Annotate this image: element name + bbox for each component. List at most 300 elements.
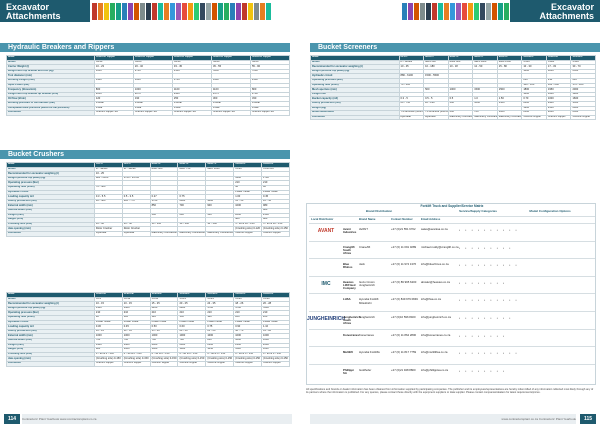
- table-cell: 200: [262, 315, 290, 320]
- section-tab[interactable]: [176, 3, 181, 20]
- section-tab[interactable]: [218, 3, 223, 20]
- row-label: Hourly production (m3): [7, 199, 95, 204]
- table-cell: 2000: [178, 343, 206, 348]
- email-address[interactable]: info@phillippisa.co.za: [421, 367, 449, 372]
- table-cell: 1500: [497, 88, 522, 93]
- page-number-right: 115: [580, 414, 596, 424]
- table-cell: 150bar: [172, 101, 211, 106]
- directory-row: [309, 241, 595, 260]
- section-tab[interactable]: [128, 3, 133, 20]
- directory-row: [309, 223, 595, 242]
- brand-name: AVANT: [359, 227, 368, 231]
- table-header-cell: Xcentric Ripper: [211, 56, 250, 61]
- table-row: [7, 111, 290, 116]
- section-tab[interactable]: [164, 3, 169, 20]
- table-cell: 0 - 90 & 0 - 150: [262, 352, 290, 357]
- contact-number[interactable]: +27 (0)10 596 8400: [391, 315, 416, 319]
- table-cell: 2000: [150, 343, 178, 348]
- table-cell: 210: [571, 78, 596, 83]
- table-cell: 20 - 25: [178, 302, 206, 307]
- table-cell: 1600: [571, 97, 596, 102]
- table-cell: 300: [211, 97, 250, 102]
- section-tab[interactable]: [242, 3, 247, 20]
- table-cell: (Crushing size) 0-150: [179, 356, 205, 360]
- brand-name: Hyundai Forklifts: [359, 350, 380, 355]
- table-cell: 2500: [522, 111, 547, 116]
- table-cell: 10 - 50: [122, 222, 150, 227]
- table-header-cell: ALLU: [122, 163, 150, 168]
- table-cell: 1100: [211, 88, 250, 93]
- table-cell: XC3: [94, 297, 122, 302]
- directory-title: Forklift Truck and Supplier/Service Matrix: [420, 204, 484, 208]
- directory-row: [306, 311, 595, 330]
- table-cell: 700: [178, 204, 206, 209]
- table-cell: 1000: [546, 97, 571, 102]
- row-label: Carrier Weight (t): [7, 65, 95, 70]
- table-cell: TS structure (600m: [425, 110, 448, 114]
- section-tab[interactable]: [480, 3, 485, 20]
- table-cell: 1.10: [262, 325, 290, 330]
- table-cell: 20 - 750: [399, 101, 424, 106]
- contact-number[interactable]: +27 (0) 849 979 0849: [391, 297, 418, 302]
- table-cell: 1700: [150, 199, 178, 204]
- table-cell: 0.50: [150, 325, 178, 330]
- table-cell: 2000: [546, 111, 571, 116]
- section-tab[interactable]: [474, 3, 479, 20]
- section-tab[interactable]: [248, 3, 253, 20]
- table-cell: Power mode: [262, 320, 290, 325]
- table-cell: 15bar: [94, 106, 133, 111]
- brand-name: Isuzu Crown Jungheinrich: [359, 279, 375, 287]
- directory-header-row: [309, 216, 595, 223]
- table-cell: 2900: [546, 101, 571, 106]
- table-cell: 30 - 70: [571, 65, 596, 70]
- distributor-name: Phillippi SA: [343, 367, 354, 375]
- crushers-table-2: [6, 292, 290, 367]
- service-marks: • • • • • • • • • •: [459, 263, 519, 268]
- row-label: Weight (without top plate) (kg): [7, 176, 95, 181]
- table-cell: 1600: [133, 78, 172, 83]
- company-logo: IMC: [321, 280, 331, 287]
- contact-number[interactable]: +27 (0) 89 995 6200: [391, 279, 417, 284]
- table-cell: 15 - 40: [150, 329, 178, 334]
- table-cell: (Crushing size) 0-150: [123, 356, 149, 360]
- contact-number[interactable]: +27 (0) 11 974 1376: [391, 262, 417, 267]
- table-cell: 5 - 90 & 10 - 120: [234, 222, 262, 227]
- table-cell: Xcentric Ripper: [571, 115, 596, 120]
- section-tab[interactable]: [266, 3, 271, 20]
- table-cell: 180: [206, 315, 234, 320]
- table-cell: MBC 1000: [206, 167, 234, 172]
- table-cell: 20 - 28: [262, 302, 290, 307]
- section-tab[interactable]: [438, 3, 443, 20]
- row-label: Mesh aperture (mm): [311, 88, 400, 93]
- table-header-cell: ALLU: [399, 56, 424, 61]
- section-tab[interactable]: [462, 3, 467, 20]
- table-cell: 210: [122, 311, 150, 316]
- section-tab[interactable]: [468, 3, 473, 20]
- table-cell: (Crushing size) 0-150: [151, 356, 177, 360]
- row-label: Jaw opening (mm): [7, 227, 95, 232]
- section-tab[interactable]: [200, 3, 205, 20]
- table-cell: 2500: [571, 69, 596, 74]
- table-header-cell: Xcentric: [234, 163, 262, 168]
- table-cell: Hydrokat: [122, 231, 150, 236]
- table-cell: 15bar: [211, 106, 250, 111]
- table-cell: XR10: [94, 60, 133, 65]
- table-header-cell: Xcentric: [262, 163, 290, 168]
- row-label: Operating flow (l/min): [7, 185, 95, 190]
- section-title-breakers: Hydraulic Breakers and Rippers: [0, 43, 290, 52]
- table-cell: MBS 1000: [473, 60, 498, 65]
- table-cell: (Crushing size) 0-150: [235, 356, 260, 360]
- row-label: Operating pressure (Bar): [311, 78, 400, 83]
- table-cell: 1900: [122, 306, 150, 311]
- table-cell: 2400: [172, 92, 211, 97]
- table-header-cell: Xcentric: [522, 56, 547, 61]
- company-logo: JUNGHEINRICH: [306, 316, 346, 322]
- section-tab[interactable]: [146, 3, 151, 20]
- email-address[interactable]: info@bluerhinos.co.za: [421, 262, 449, 267]
- table-cell: 500: [424, 88, 449, 93]
- table-cell: 10 - 100: [206, 222, 234, 227]
- breakers-table: [6, 55, 290, 116]
- table-cell: 250: [172, 97, 211, 102]
- company-logo: [311, 349, 341, 359]
- section-tab[interactable]: [498, 3, 503, 20]
- company-logo: [311, 261, 341, 271]
- table-cell: Hydrokat: [94, 231, 122, 236]
- table-cell: 55 - 90: [250, 65, 289, 70]
- table-row: [311, 115, 596, 120]
- company-logo: [311, 332, 341, 342]
- email-address[interactable]: afowler@heavies.co.za: [421, 279, 450, 284]
- table-header-cell: Make: [7, 56, 95, 61]
- row-label: Length mm: [311, 92, 400, 97]
- table-cell: 1000: [133, 88, 172, 93]
- table-cell: 10 - 25: [94, 172, 122, 177]
- row-label: External width (mm): [7, 204, 95, 209]
- table-cell: 18 - 26: [234, 302, 262, 307]
- section-tab[interactable]: [402, 3, 407, 20]
- section-tab[interactable]: [486, 3, 491, 20]
- section-tab[interactable]: [260, 3, 265, 20]
- table-cell: Machinery Contractors: [179, 231, 206, 235]
- row-label: Working Length (mm): [7, 78, 95, 83]
- table-header-cell: MARTL: [150, 163, 178, 168]
- row-label: Operating flow (l/min): [311, 83, 400, 88]
- directory-col-email: Email Address: [421, 217, 441, 221]
- row-label: Frequency (blows/min): [7, 88, 95, 93]
- contact-number[interactable]: +27 (0) 11 864 2800: [391, 332, 417, 337]
- table-cell: 1650: [94, 69, 133, 74]
- table-cell: Machinery Contract: [449, 115, 473, 119]
- email-address[interactable]: info@jungheinrich.co.za: [421, 315, 451, 319]
- table-cell: 10 - 25: [94, 329, 122, 334]
- company-logo: AVANT: [317, 228, 335, 234]
- row-label: Bucket capacity (m3): [311, 97, 400, 102]
- footer-right: www.contractorsplant.co.za Contractors' Plant Yearbook: [310, 414, 576, 424]
- email-address[interactable]: michael.ruddy@cranglift.co.za: [421, 244, 459, 249]
- table-cell: 700: [178, 338, 206, 343]
- table-cell: 5 - 90 & 10 - 150: [262, 222, 290, 227]
- table-cell: 120: [122, 315, 150, 320]
- section-tab[interactable]: [110, 3, 115, 20]
- table-cell: 0.75: [178, 195, 206, 200]
- table-cell: 2500: [571, 111, 596, 116]
- section-tab[interactable]: [152, 3, 157, 20]
- table-cell: 190: [133, 97, 172, 102]
- table-cell: XC40 Rd: [262, 167, 290, 172]
- section-tab[interactable]: [182, 3, 187, 20]
- table-cell: 10 - 50: [262, 199, 290, 204]
- table-cell: 10 - 30: [522, 65, 547, 70]
- table-cell: Xcentric Ripper SA: [133, 111, 172, 116]
- table-header-cell: Xcentric: [262, 293, 290, 298]
- email-address[interactable]: info@lhsa.co.za: [421, 297, 441, 302]
- table-cell: 10 - 18: [448, 65, 473, 70]
- table-cell: Xcentric Ripper: [206, 361, 234, 366]
- table-cell: MBS 500: [424, 60, 449, 65]
- row-label: Recommended for excavator weighing (t): [311, 65, 400, 70]
- section-tab[interactable]: [92, 3, 97, 20]
- table-cell: 700: [94, 338, 122, 343]
- section-tab[interactable]: [224, 3, 229, 20]
- service-marks: • • • • • • • •: [459, 280, 507, 285]
- table-cell: 1100: [234, 348, 262, 353]
- table-cell: 20 - 50: [178, 329, 206, 334]
- row-label: External width (mm): [7, 334, 95, 339]
- section-tab[interactable]: [492, 3, 497, 20]
- table-cell: 10 - 15: [122, 302, 150, 307]
- section-tab[interactable]: [140, 3, 145, 20]
- table-cell: XC13: [122, 297, 150, 302]
- table-cell: 1000: [150, 334, 178, 339]
- table-cell: Xcentric Ripper: [150, 361, 178, 366]
- table-cell: 24 - 35: [206, 302, 234, 307]
- contact-number[interactable]: +27 (0) 11 091 0289: [391, 244, 417, 249]
- row-label: Distributor: [311, 115, 400, 120]
- table-header-cell: Xcentric: [234, 293, 262, 298]
- table-cell: 1000: [94, 334, 122, 339]
- section-tab[interactable]: [426, 3, 431, 20]
- table-cell: 1300: [94, 306, 122, 311]
- row-label: Height (mm): [7, 218, 95, 223]
- table-cell: 150bar: [250, 101, 289, 106]
- table-cell: 330: [250, 97, 289, 102]
- email-address[interactable]: sales@avantsa.co.za: [421, 227, 448, 231]
- table-cell: 3700: [206, 306, 234, 311]
- section-tab[interactable]: [98, 3, 103, 20]
- table-cell: 90: [94, 315, 122, 320]
- section-tab[interactable]: [444, 3, 449, 20]
- table-cell: 2270: [133, 92, 172, 97]
- table-cell: Machinery Contractors: [207, 231, 234, 235]
- brand-name: Jungheinrich: [359, 315, 375, 319]
- section-tab[interactable]: [408, 3, 413, 20]
- table-cell: 1000: [122, 334, 150, 339]
- row-label: Crushing size (mm): [7, 352, 95, 357]
- directory-col-contact: Contact Number: [391, 217, 413, 221]
- service-marks: • • • • • • • • •: [459, 316, 513, 320]
- section-tab[interactable]: [230, 3, 235, 20]
- table-cell: 150bar: [133, 101, 172, 106]
- section-tab[interactable]: [450, 3, 455, 20]
- table-cell: 17 - 33: [546, 65, 571, 70]
- service-marks: • • • • • • • • • •: [459, 228, 519, 232]
- table-cell: 1500: [497, 101, 522, 106]
- table-row: [7, 361, 290, 366]
- table-cell: XC14: [150, 297, 178, 302]
- table-cell: Xcentric Ripper: [234, 361, 262, 366]
- directory-col-brand: Brand Name: [359, 217, 376, 221]
- table-cell: 1600: [546, 92, 571, 97]
- table-cell: 70 - 400: [399, 83, 424, 88]
- directory-group-a: Brand Distribution: [365, 209, 393, 213]
- table-cell: 1000: [448, 88, 473, 93]
- section-tab[interactable]: [212, 3, 217, 20]
- table-cell: Machinery Contractors: [151, 231, 178, 235]
- table-cell: 1000: [262, 338, 290, 343]
- table-cell: 1000: [206, 334, 234, 339]
- table-cell: Xcentric Ripper: [122, 361, 150, 366]
- section-title-crushers: Bucket Crushers: [0, 150, 290, 159]
- table-cell: Xcentric Ripper: [522, 115, 547, 120]
- table-cell: 1400: [522, 92, 547, 97]
- table-cell: XR50: [250, 60, 289, 65]
- table-cell: 4150: [172, 69, 211, 74]
- table-cell: Xcentric Ripper: [234, 231, 262, 236]
- table-cell: (Crushing size) 0-150: [263, 356, 288, 360]
- table-cell: XC24: [206, 297, 234, 302]
- row-label: Hourly production (m3): [311, 101, 400, 106]
- table-cell: 210: [546, 78, 571, 83]
- table-cell: Xcentric Ripper: [262, 231, 290, 236]
- section-tab[interactable]: [158, 3, 163, 20]
- table-cell: 2500: [546, 106, 571, 111]
- row-label: Working pressure of the hammer (bar): [7, 101, 95, 106]
- section-tab[interactable]: [206, 3, 211, 20]
- table-cell: 1000: [122, 348, 150, 353]
- table-cell: XS20: [546, 60, 571, 65]
- directory-group-b: Service/Supply Categories: [459, 209, 497, 213]
- table-cell: XC30: [234, 167, 262, 172]
- row-label: Crushing size (mm): [7, 222, 95, 227]
- service-marks: • • • • • • • • •: [459, 245, 513, 250]
- row-label: Acceptable back pressure (bar/from the pressure): [7, 106, 95, 111]
- table-cell: 0.5: [448, 97, 473, 102]
- table-cell: 15 - 50: [234, 199, 262, 204]
- table-cell: 2200: [150, 306, 178, 311]
- section-tab[interactable]: [456, 3, 461, 20]
- section-tab[interactable]: [116, 3, 121, 20]
- table-cell: 150bar: [94, 101, 133, 106]
- table-cell: 1000: [178, 334, 206, 339]
- table-cell: 1050: [206, 348, 234, 353]
- section-tab[interactable]: [170, 3, 175, 20]
- table-cell: 1000: [234, 338, 262, 343]
- row-label: Length (mm): [7, 213, 95, 218]
- table-cell: 1000: [473, 101, 498, 106]
- table-cell: Xcentric Ripper SA: [172, 111, 211, 116]
- table-cell: 1950: [546, 88, 571, 93]
- section-tab[interactable]: [104, 3, 109, 20]
- table-cell: 1000: [497, 111, 522, 116]
- section-tab[interactable]: [188, 3, 193, 20]
- section-tab[interactable]: [254, 3, 259, 20]
- section-tab[interactable]: [194, 3, 199, 20]
- table-cell: 800: [206, 338, 234, 343]
- email-address[interactable]: info@multiliftsa.co.za: [421, 350, 448, 355]
- page-header-left: Excavator Attachments: [0, 0, 90, 22]
- table-cell: 1800: [522, 88, 547, 93]
- service-marks: • • • • • • • •: [459, 368, 507, 373]
- table-cell: 2100: [234, 343, 262, 348]
- table-cell: 0 - 90 & 0 - 150: [178, 352, 206, 357]
- section-tab[interactable]: [432, 3, 437, 20]
- section-tab[interactable]: [414, 3, 419, 20]
- contact-number[interactable]: +27 (0)21 948 8800: [391, 367, 416, 372]
- section-tab[interactable]: [420, 3, 425, 20]
- table-cell: 1300: [522, 106, 547, 111]
- directory-row: [309, 293, 595, 312]
- row-label: Weight (kg): [311, 106, 400, 111]
- row-label: Loading capacity m3: [7, 195, 95, 200]
- section-tab[interactable]: [134, 3, 139, 20]
- table-cell: 1900: [122, 343, 150, 348]
- row-label: Length (mm): [7, 343, 95, 348]
- table-cell: 33 - 45: [172, 65, 211, 70]
- table-cell: 0.45: [262, 195, 290, 200]
- table-header-cell: MARTL: [206, 163, 234, 168]
- section-tab[interactable]: [122, 3, 127, 20]
- table-cell: 980: [94, 348, 122, 353]
- email-address[interactable]: info@konecranes.co.za: [421, 332, 451, 337]
- table-header-cell: Xcentric Ripper: [94, 56, 133, 61]
- table-cell: 1900: [211, 78, 250, 83]
- row-label: Hydraulic circuit: [7, 320, 95, 325]
- contact-number[interactable]: +27 (0)21 551 6702: [391, 227, 416, 231]
- table-cell: Power mode: [234, 190, 262, 195]
- distributor-name: Avant Industries: [343, 227, 357, 235]
- section-tab[interactable]: [504, 3, 509, 20]
- table-cell: Hydrokat: [399, 115, 424, 120]
- table-header-cell: Xcentric Ripper: [172, 56, 211, 61]
- table-header-cell: Xcentric Ripper: [133, 56, 172, 61]
- table-cell: XC20: [234, 297, 262, 302]
- section-tab[interactable]: [236, 3, 241, 20]
- table-cell: 1900: [94, 343, 122, 348]
- table-cell: MBS 600: [448, 60, 473, 65]
- table-cell: Power mode: [178, 320, 206, 325]
- table-cell: 900: [206, 204, 234, 209]
- contact-number[interactable]: +27 (0) 11 817 7759: [391, 350, 417, 355]
- table-cell: 0.90: [234, 325, 262, 330]
- table-cell: Power mode: [94, 320, 122, 325]
- table-header-cell: Xcentric: [94, 293, 122, 298]
- table-cell: 1000: [178, 348, 206, 353]
- table-cell: 2575: [211, 92, 250, 97]
- table-cell: Machinery Contract: [498, 115, 522, 119]
- table-cell: Xcentric Ripper SA: [94, 111, 133, 116]
- distributor-name: Jungheinrich South Africa: [343, 315, 361, 326]
- table-cell: 1700 - 24700: [122, 176, 150, 181]
- service-marks: • • • • • • • • • •: [459, 351, 519, 356]
- row-label: Operating pressure (Bar): [7, 181, 95, 186]
- table-header-cell: Xcentric: [571, 56, 596, 61]
- table-cell: Power mode: [262, 190, 290, 195]
- table-header-cell: Make: [7, 293, 95, 298]
